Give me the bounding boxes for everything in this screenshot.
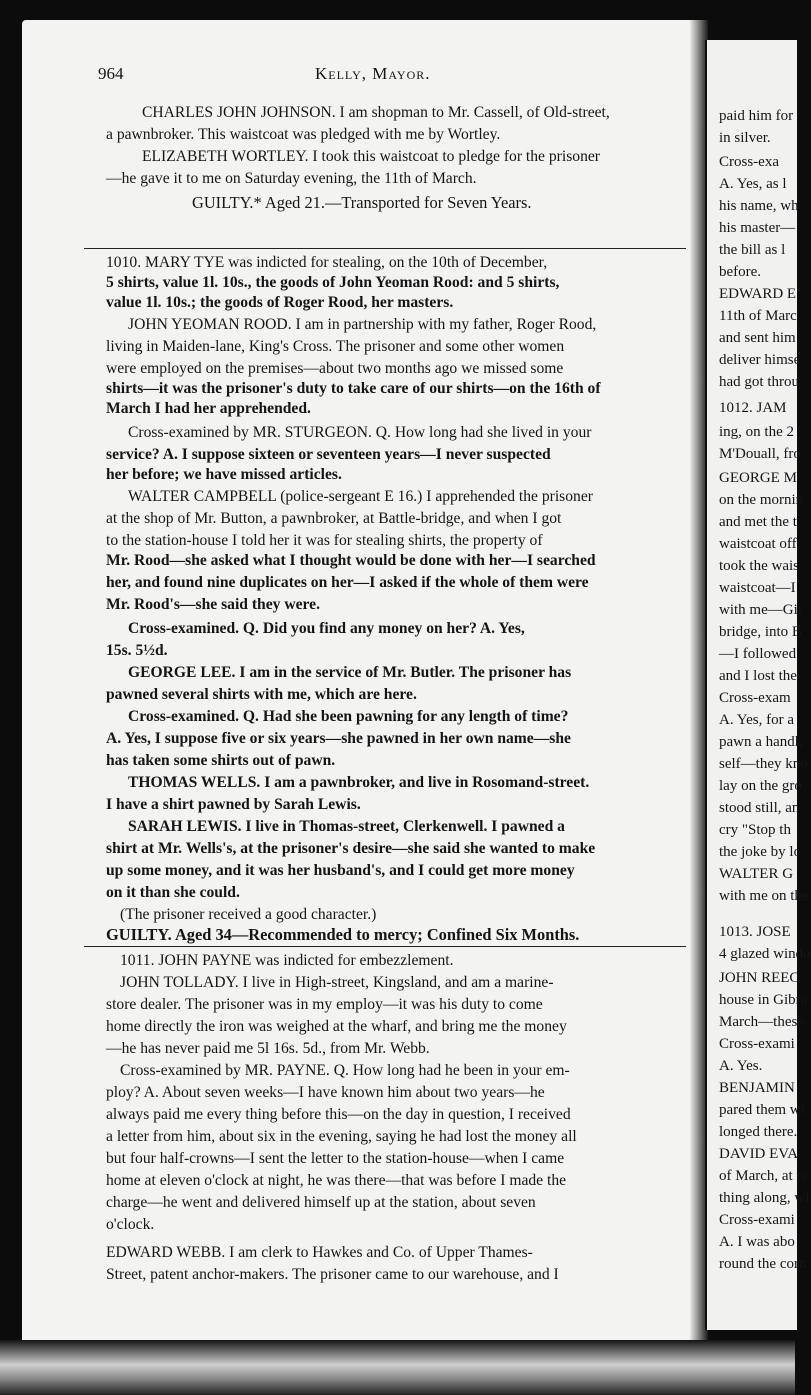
right-page-line: with me—Gil [719, 602, 802, 618]
text-line: 15s. 5½d. [106, 642, 168, 659]
right-page-line: pared them wi [719, 1102, 805, 1118]
right-page-line: M'Douall, fro [719, 446, 801, 462]
text-line: always paid me every thing before this—on the day in question, I received [106, 1106, 571, 1123]
page-edge-shadow [0, 1340, 795, 1395]
right-page-line: March—these [719, 1014, 804, 1030]
text-line: JOHN YEOMAN ROOD. I am in partnership with my father, Roger Rood, [128, 316, 597, 333]
right-page-line: Cross-exa [719, 154, 779, 170]
right-page-line: took the wais [719, 558, 799, 574]
text-line: to the station-house I told her it was for stealing shirts, the property of [106, 532, 543, 549]
right-page-line: and met the t [719, 514, 797, 530]
right-page-line: 4 glazed windo [719, 946, 811, 962]
right-page-line: on the mornin [719, 492, 804, 508]
text-line: ploy? A. About seven weeks—I have known him about two years—he [106, 1084, 545, 1101]
text-line: home at eleven o'clock at night, he was there—that was before I made the [106, 1172, 567, 1189]
right-page-line: longed there. [719, 1124, 798, 1140]
text-line: were employed on the premises—about two months ago we missed some [106, 360, 564, 377]
right-page-line: Cross-exam [719, 690, 791, 706]
text-line: EDWARD WEBB. I am clerk to Hawkes and Co. of Upper Thames- [106, 1244, 533, 1261]
right-page-line: Cross-exami [719, 1212, 795, 1228]
verdict-line: GUILTY.* Aged 21.—Transported for Seven Years. [192, 193, 532, 212]
text-line: but four half-crowns—I sent the letter to the station-house—when I came [106, 1150, 565, 1167]
right-page-line: EDWARD E [719, 286, 797, 302]
text-line: WALTER CAMPBELL (police-sergeant E 16.) I apprehended the prisoner [128, 488, 593, 505]
right-page-line: 11th of Marc [719, 308, 797, 324]
text-line: 5 shirts, value 1l. 10s., the goods of John Yeoman Rood: and 5 shirts, [106, 274, 560, 291]
right-page-line: and I lost the [719, 668, 797, 684]
text-line: o'clock. [106, 1216, 155, 1233]
text-line: value 1l. 10s.; the goods of Roger Rood, her masters. [106, 294, 454, 311]
text-line: CHARLES JOHN JOHNSON. I am shopman to Mr. Cassell, of Old-street, [142, 104, 610, 121]
right-page-line: self—they kno [719, 756, 808, 772]
text-line: March I had her apprehended. [106, 400, 311, 417]
right-page-line: 1012. JAM [719, 400, 787, 416]
right-page-line: round the corn [719, 1256, 807, 1272]
right-page-line: pawn a handk [719, 734, 803, 750]
right-page-line: with me on the [719, 888, 809, 904]
right-page-line: cry "Stop th [719, 822, 791, 838]
right-page-line: before. [719, 264, 762, 280]
text-line: her before; we have missed articles. [106, 466, 342, 483]
right-page-line: A. Yes, as l [719, 176, 787, 192]
case-heading: 1011. JOHN PAYNE was indicted for embezzlement. [120, 952, 454, 969]
section-divider [84, 248, 686, 249]
text-line: living in Maiden-lane, King's Cross. The prisoner and some other women [106, 338, 565, 355]
right-page-line: A. Yes, for a [719, 712, 794, 728]
right-page-line: the joke by lo [719, 844, 802, 860]
page-title: Kelly, Mayor. [315, 64, 431, 83]
text-line: Cross-examined. Q. Did you find any money on her? A. Yes, [128, 620, 525, 637]
text-line: on it than she could. [106, 884, 240, 901]
text-line: her, and found nine duplicates on her—I asked if the whole of them were [106, 574, 589, 591]
text-line: —he gave it to me on Saturday evening, the 11th of March. [106, 170, 477, 187]
text-line: Street, patent anchor-makers. The prisoner came to our warehouse, and I [106, 1266, 559, 1283]
right-page-line: GEORGE M [719, 470, 797, 486]
right-page-line: Cross-exami [719, 1036, 795, 1052]
text-line: A. Yes, I suppose five or six years—she pawned in her own name—she [106, 730, 571, 747]
right-page-line: thing along, wi [719, 1190, 810, 1206]
right-page-line: bridge, into B [719, 624, 802, 640]
text-line: I have a shirt pawned by Sarah Lewis. [106, 796, 361, 813]
right-page-line: ing, on the 2 [719, 424, 794, 440]
text-line: home directly the iron was weighed at the wharf, and bring me the money [106, 1018, 567, 1035]
right-page-line: lay on the gro [719, 778, 802, 794]
text-line: at the shop of Mr. Button, a pawnbroker, at Battle-bridge, and when I got [106, 510, 562, 527]
right-page [705, 40, 811, 1330]
right-page-line: waistcoat—I [719, 580, 796, 596]
right-page-line: and sent him [719, 330, 796, 346]
text-line: Mr. Rood's—she said they were. [106, 596, 320, 613]
right-page-line: 1013. JOSE [719, 924, 791, 940]
text-line: charge—he went and delivered himself up at the station, about seven [106, 1194, 536, 1211]
right-page-line: paid him for [719, 108, 794, 124]
section-divider [84, 946, 686, 947]
text-line: shirts—it was the prisoner's duty to take care of our shirts—on the 16th of [106, 380, 601, 397]
text-line: service? A. I suppose sixteen or seventeen years—I never suspected [106, 446, 551, 463]
page-header [80, 64, 690, 88]
text-line: Cross-examined. Q. Had she been pawning for any length of time? [128, 708, 569, 725]
text-line: has taken some shirts out of pawn. [106, 752, 336, 769]
text-line: GEORGE LEE. I am in the service of Mr. Butler. The prisoner has [128, 664, 572, 681]
text-line: —he has never paid me 5l 16s. 5d., from Mr. Webb. [106, 1040, 430, 1057]
left-page [22, 20, 705, 1345]
right-page-line: deliver himse [719, 352, 801, 368]
right-page-line: had got throu [719, 374, 799, 390]
page-number: 964 [98, 64, 124, 83]
right-page-line: JOHN REEC [719, 970, 800, 986]
text-line: SARAH LEWIS. I live in Thomas-street, Clerkenwell. I pawned a [128, 818, 565, 835]
text-line: shirt at Mr. Wells's, at the prisoner's desire—she said she wanted to make [106, 840, 596, 857]
right-page-line: the bill as l [719, 242, 786, 258]
right-page-line: WALTER G [719, 866, 794, 882]
right-page-line: stood still, an [719, 800, 800, 816]
text-line: (The prisoner received a good character.) [120, 906, 377, 923]
text-line: a letter from him, about six in the evening, saying he had lost the money all [106, 1128, 577, 1145]
text-line: a pawnbroker. This waistcoat was pledged with me by Wortley. [106, 126, 501, 143]
text-line: store dealer. The prisoner was in my employ—it was his duty to come [106, 996, 543, 1013]
right-page-line: in silver. [719, 130, 771, 146]
right-page-line: A. Yes. [719, 1058, 763, 1074]
case-heading: 1010. MARY TYE was indicted for stealing, on the 10th of December, [106, 254, 548, 271]
right-page-line: his master— [719, 220, 796, 236]
text-line: JOHN TOLLADY. I live in High-street, Kingsland, and am a marine- [120, 974, 554, 991]
right-page-line: house in Gibra [719, 992, 808, 1008]
text-line: Cross-examined by MR. STURGEON. Q. How long had she lived in your [128, 424, 592, 441]
right-page-line: waistcoat off [719, 536, 797, 552]
right-page-line: A. I was abo [719, 1234, 795, 1250]
right-page-line: —I followed [719, 646, 797, 662]
right-page-line: of March, at te [719, 1168, 808, 1184]
right-page-line: DAVID EVA [719, 1146, 799, 1162]
text-line: pawned several shirts with me, which are here. [106, 686, 417, 703]
text-line: Mr. Rood—she asked what I thought would be done with her—I searched [106, 552, 596, 569]
right-page-line: his name, wh [719, 198, 799, 214]
text-line: up some money, and it was her husband's, and I could get more money [106, 862, 575, 879]
right-page-line: BENJAMIN [719, 1080, 795, 1096]
text-line: ELIZABETH WORTLEY. I took this waistcoat to pledge for the prisoner [142, 148, 600, 165]
verdict-line: GUILTY. Aged 34—Recommended to mercy; Confined Six Months. [106, 925, 580, 944]
text-line: Cross-examined by MR. PAYNE. Q. How long had he been in your em- [120, 1062, 570, 1079]
text-line: THOMAS WELLS. I am a pawnbroker, and live in Rosomand-street. [128, 774, 590, 791]
